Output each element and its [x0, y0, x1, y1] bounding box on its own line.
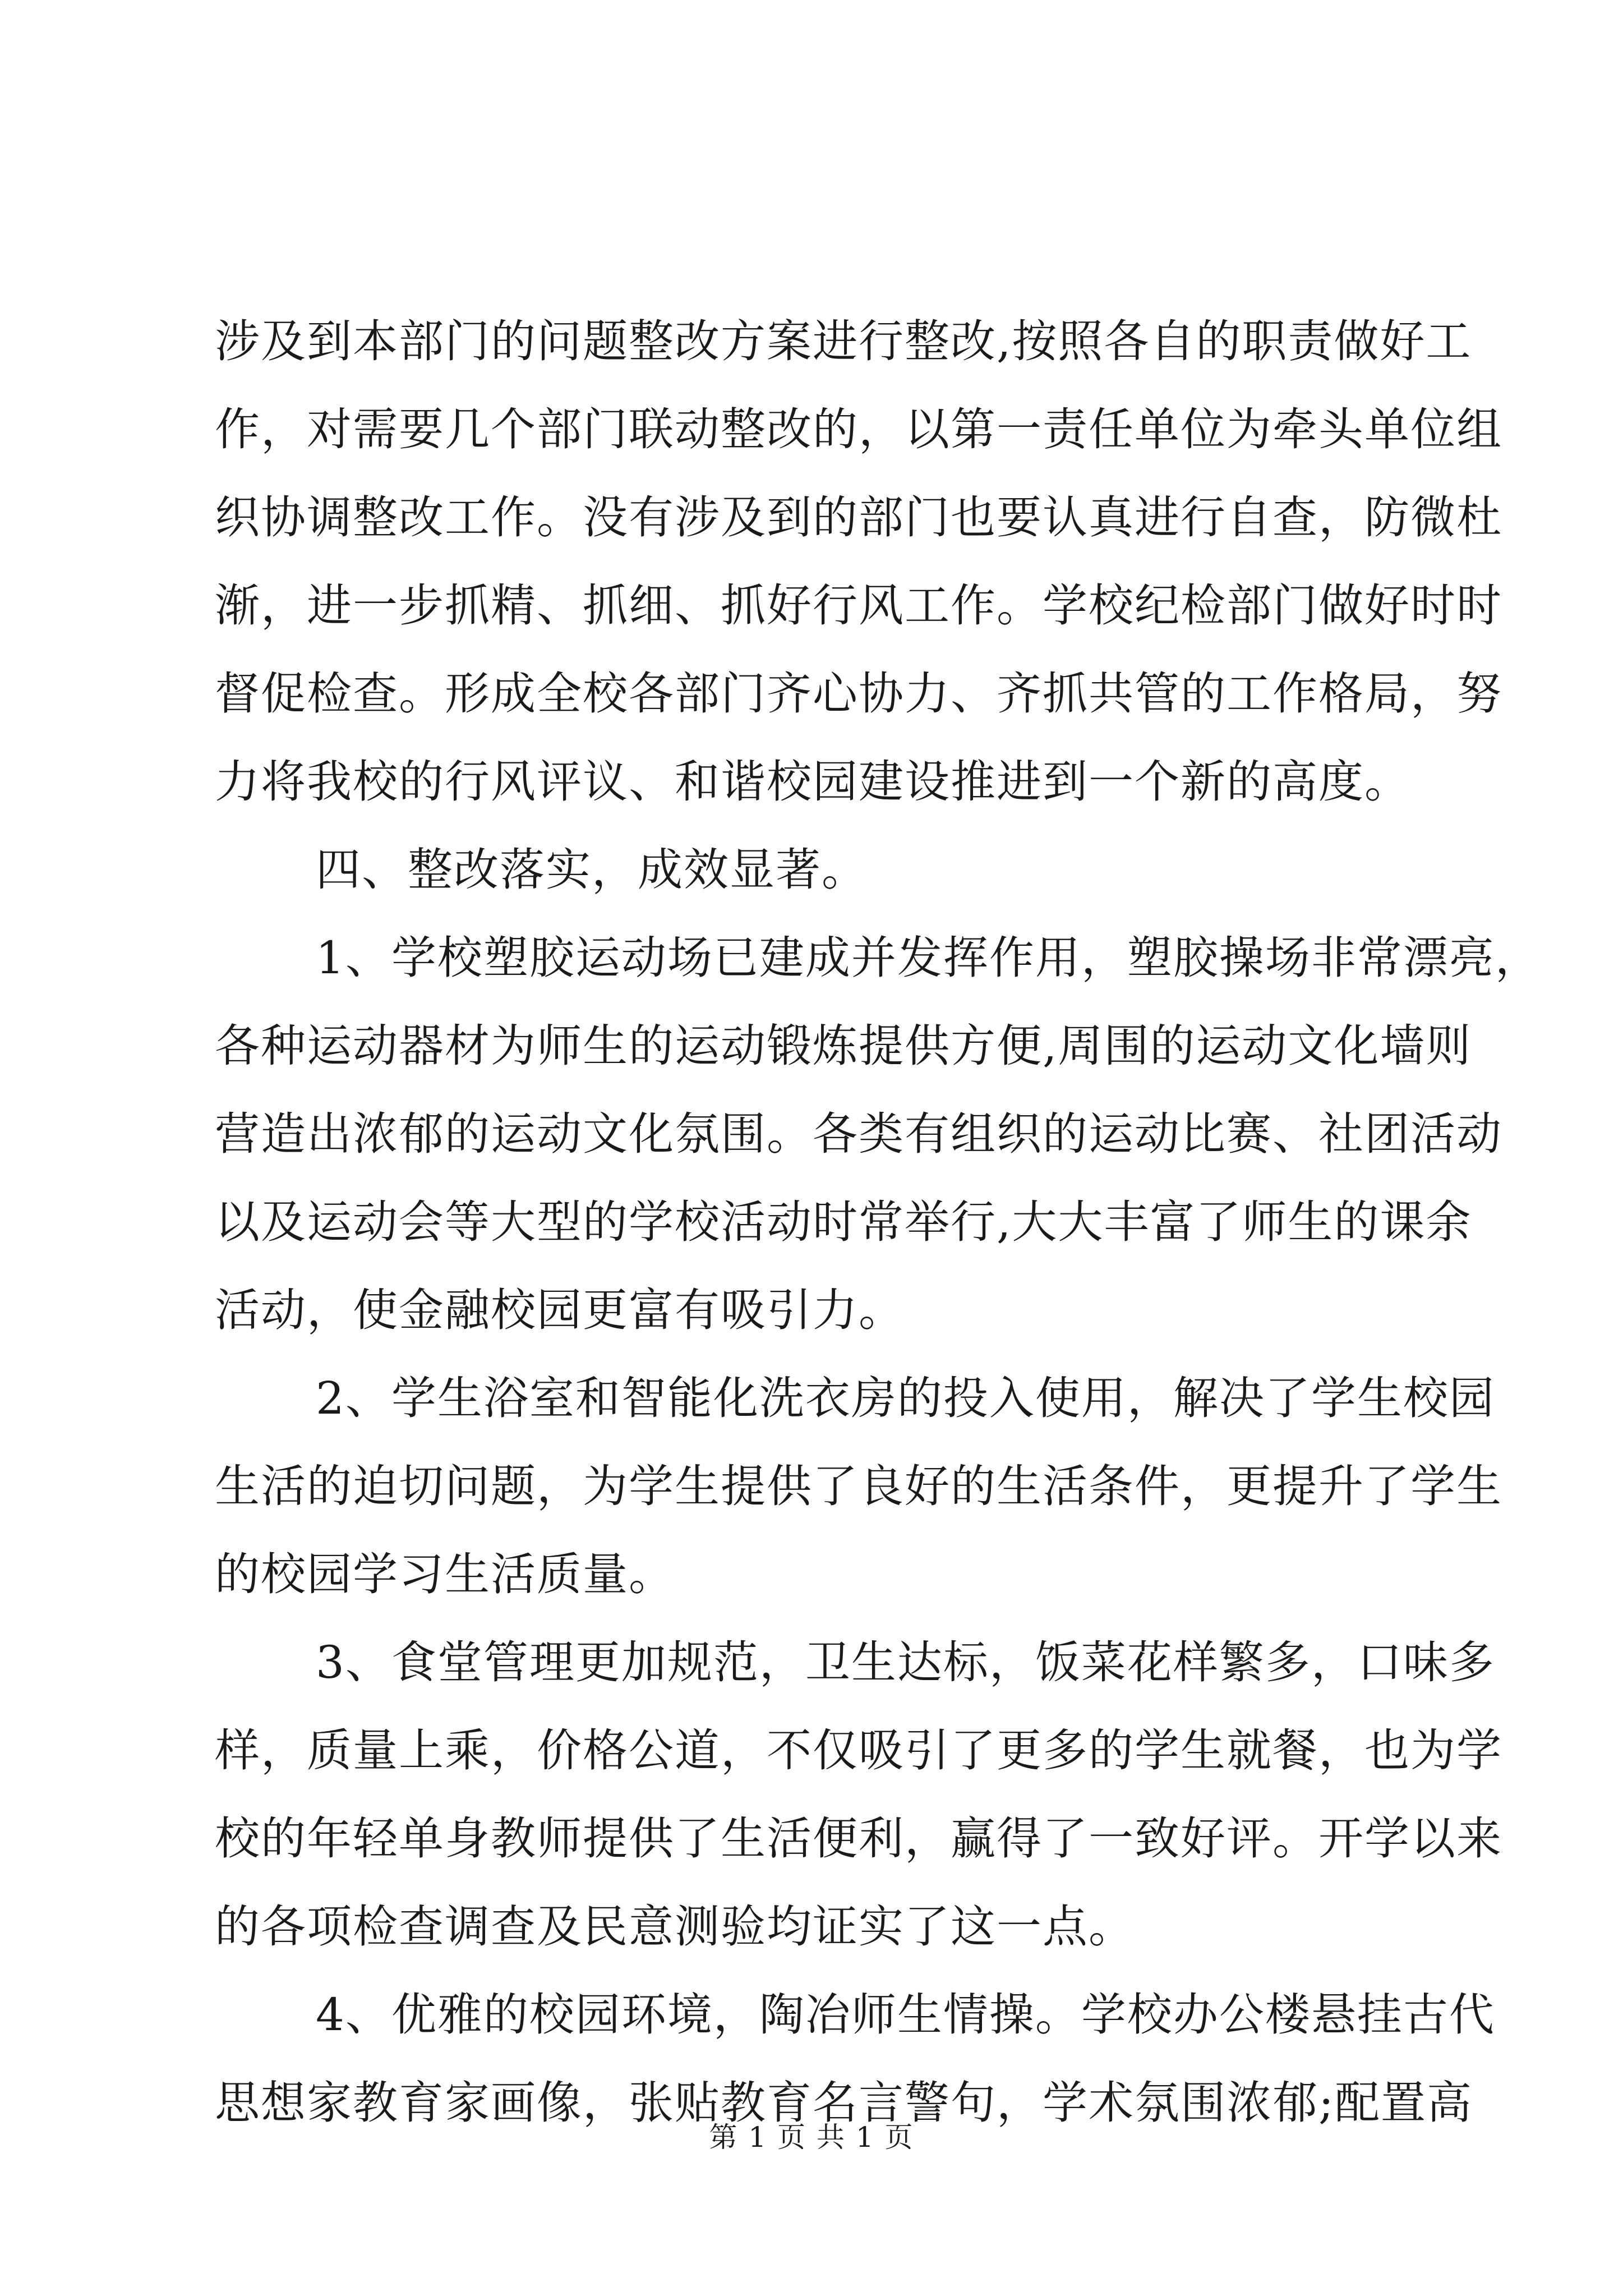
text-line-16: 3、食堂管理更加规范，卫生达标，饭菜花样繁多，口味多: [316, 1636, 1495, 1688]
page-footer: 第 1 页 共 1 页: [709, 2121, 914, 2154]
text-line-12: 活动，使金融校园更富有吸引力。: [215, 1284, 905, 1336]
text-line-13: 2、学生浴室和智能化洗衣房的投入使用，解决了学生校园: [316, 1372, 1495, 1424]
text-line-11: 以及运动会等大型的学校活动时常举行,大大丰富了师生的课余: [215, 1196, 1472, 1248]
text-line-10: 营造出浓郁的运动文化氛围。各类有组织的运动比赛、社团活动: [215, 1108, 1502, 1160]
text-line-14: 生活的迫切问题，为学生提供了良好的生活条件，更提升了学生: [215, 1460, 1502, 1512]
text-line-15: 的校园学习生活质量。: [215, 1548, 675, 1600]
text-line-8: 1、学校塑胶运动场已建成并发挥作用，塑胶操场非常漂亮，: [316, 932, 1541, 984]
text-line-5: 督促检查。形成全校各部门齐心协力、齐抓共管的工作格局，努: [215, 668, 1502, 720]
text-line-17: 样，质量上乘，价格公道，不仅吸引了更多的学生就餐，也为学: [215, 1724, 1502, 1777]
text-line-2: 作，对需要几个部门联动整改的，以第一责任单位为牵头单位组: [215, 403, 1502, 455]
text-line-21: 思想家教育家画像，张贴教育名言警句，学术氛围浓郁;配置高: [215, 2077, 1473, 2129]
text-line-19: 的各项检查调查及民意测验均证实了这一点。: [215, 1901, 1135, 1953]
text-line-20: 4、优雅的校园环境，陶冶师生情操。学校办公楼悬挂古代: [316, 1989, 1495, 2041]
text-line-6: 力将我校的行风评议、和谐校园建设推进到一个新的高度。: [215, 756, 1410, 808]
text-line-1: 涉及到本部门的问题整改方案进行整改,按照各自的职责做好工: [215, 315, 1472, 367]
text-line-3: 织协调整改工作。没有涉及到的部门也要认真进行自查，防微杜: [215, 491, 1502, 544]
text-line-9: 各种运动器材为师生的运动锻炼提供方便,周围的运动文化墙则: [215, 1020, 1472, 1072]
text-line-18: 校的年轻单身教师提供了生活便利，赢得了一致好评。开学以来: [215, 1812, 1502, 1865]
section-heading: 四、整改落实，成效显著。: [316, 844, 868, 896]
document-body: [215, 297, 1541, 2147]
text-line-4: 渐，进一步抓精、抓细、抓好行风工作。学校纪检部门做好时时: [215, 579, 1502, 632]
